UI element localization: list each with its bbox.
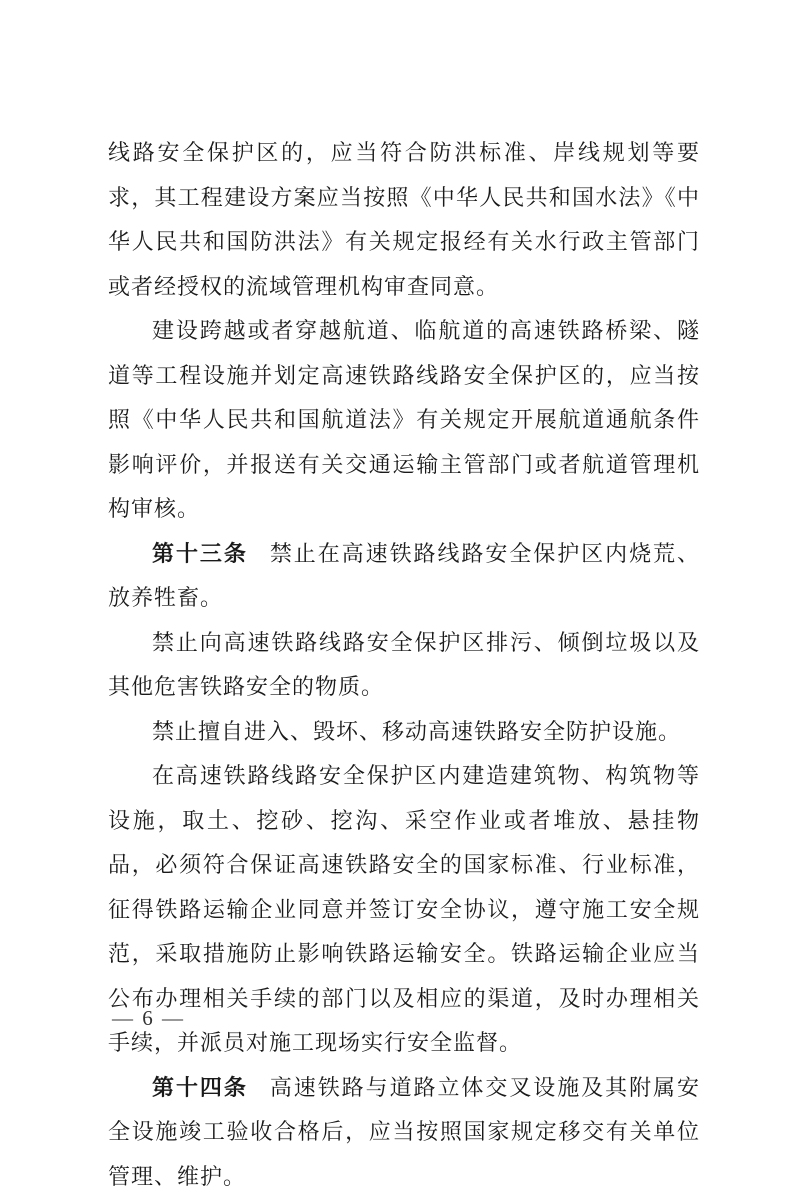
paragraph-text: 禁止向高速铁路线路安全保护区排污、倾倒垃圾以及其他危害铁路安全的物质。	[108, 631, 700, 701]
paragraph-text: 建设跨越或者穿越航道、临航道的高速铁路桥梁、隧道等工程设施并划定高速铁路线路安全保护区的，应当按照《中华人民共和国航道法》有关规定开展航道通航条件影响评价，并报送有关交通运输主管部门或者航道管理机构审核。	[108, 319, 700, 522]
paragraph-pollution	[108, 622, 700, 711]
paragraph-text: 高速铁路与道路立体交叉设施及其附属安全设施竣工验收合格后，应当按照国家规定移交有关单位管理、维护。	[108, 1076, 700, 1190]
article-14	[108, 1067, 700, 1200]
paragraph-text: 禁止在高速铁路线路安全保护区内烧荒、放养牲畜。	[108, 542, 700, 612]
article-13	[108, 533, 700, 622]
paragraph-text: 在高速铁路线路安全保护区内建造建筑物、构筑物等设施，取土、挖砂、挖沟、采空作业或者堆放、悬挂物品，必须符合保证高速铁路安全的国家标准、行业标准，征得铁路运输企业同意并签订安全协议，遵守施工安全规范，采取措施防止影响铁路运输安全。铁路运输企业应当公布办理相关手续的部门以及相应的渠道，及时办理相关手续，并派员对施工现场实行安全监督。	[108, 764, 700, 1056]
article-number: 第十四条	[152, 1076, 248, 1101]
paragraph-construction	[108, 755, 700, 1067]
paragraph-text: 线路安全保护区的，应当符合防洪标准、岸线规划等要求，其工程建设方案应当按照《中华人民共和国水法》《中华人民共和国防洪法》有关规定报经有关水行政主管部门或者经授权的流域管理机构审查同意。	[108, 141, 700, 300]
paragraph-protection-facilities	[108, 711, 700, 756]
paragraph-continued	[108, 132, 700, 310]
page-number: — 6 —	[112, 1006, 185, 1031]
article-number: 第十三条	[152, 542, 248, 567]
paragraph-text: 禁止擅自进入、毁坏、移动高速铁路安全防护设施。	[152, 720, 681, 745]
paragraph-navigation	[108, 310, 700, 533]
body-text	[108, 132, 700, 1200]
